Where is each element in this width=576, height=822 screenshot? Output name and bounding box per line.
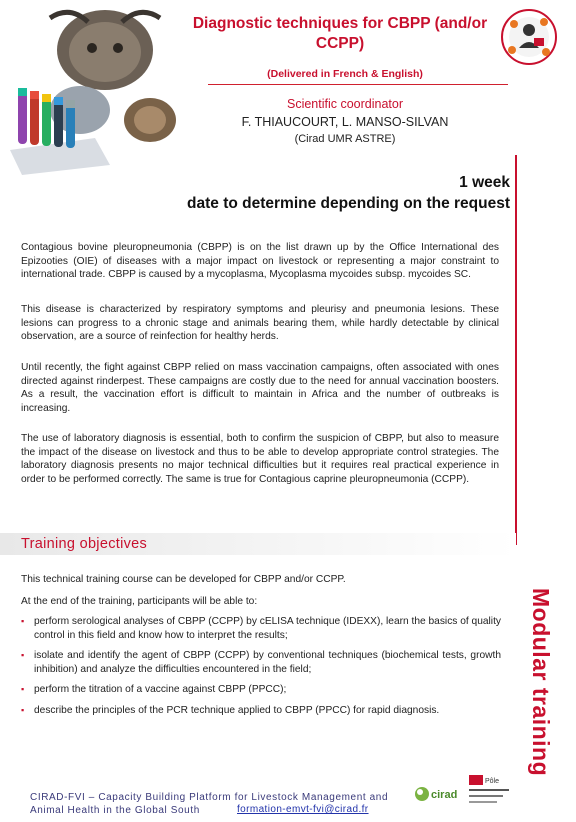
- contact-email-link[interactable]: formation-emvt-fvi@cirad.fr: [237, 804, 369, 815]
- paragraph-1: Contagious bovine pleuropneumonia (CBPP) is on the list drawn up by the Office International des Epizooties (OIE) of diseases with a major impact on livestock or representing a major constraint to international trade. CBPP is caused by a mycoplasma, Mycoplasma mycoides subsp. mycoides SC.: [21, 242, 499, 281]
- objectives-title: Training objectives: [21, 536, 148, 552]
- footer-line-1: CIRAD-FVI – Capacity Building Platform for Livestock Management and: [30, 792, 389, 803]
- paragraph-4: The use of laboratory diagnosis is essential, both to confirm the suspicion of CBPP, but also to measure the impact of the disease on livestock and thus to be able to develop appropriate control strategies. The laboratory diagnosis presents no major technical difficulties but it requires real practical experience in order to be performed correctly. The same is true for Contagious caprine pleuropneumonia (CCPP).: [21, 433, 499, 485]
- list-item: ▪ perform the titration of a vaccine against CBPP (PPCC);: [21, 684, 287, 696]
- list-item: ▪ describe the principles of the PCR technique applied to CBPP (PPCC) for rapid diagnosis.: [21, 704, 440, 716]
- header-illustration: [0, 0, 205, 175]
- paragraph-2: This disease is characterized by respiratory symptoms and pleurisy and pneumonia lesions. These lesions can progress to a chronic stage and animals bearing them, while hardly detectable by clinical observation, are a source of reinfection for healthy herds.: [21, 304, 499, 343]
- livestock-lab-illustration-icon: [0, 0, 205, 175]
- header-divider: [208, 84, 508, 85]
- paragraph-3: Until recently, the fight against CBPP relied on mass vaccination campaigns, often associated with ones directed against rinderpest. These campaigns are costly due to the need for annual vaccination boosters. As a result, the vaccination effort is difficult to maintain in Africa and the number of outbreaks is increasing.: [21, 362, 499, 414]
- duration-date: date to determine depending on the request: [187, 195, 510, 212]
- vertical-divider: [515, 155, 517, 545]
- objectives-intro-1: This technical training course can be developed for CBPP and/or CCPP.: [21, 574, 346, 585]
- coordinator-label: Scientific coordinator: [286, 97, 404, 111]
- bullet-icon: ▪: [21, 704, 25, 715]
- bullet-icon: ▪: [21, 684, 25, 695]
- delivery-languages: (Delivered in French & English): [267, 68, 423, 80]
- objectives-list: [21, 615, 501, 725]
- cirad-logo-text: cirad: [431, 789, 458, 801]
- training-badge-icon: [500, 8, 558, 66]
- cirad-logo: [412, 780, 462, 810]
- list-item: ▪ isolate and identify the agent of CBPP (CCPP) by conventional techniques (biochemical tests, growth inhibition) and analyze the difficulties encountered in the field;: [21, 650, 501, 675]
- list-item: ▪ perform serological analyses of CBPP (CCPP) by cELISA technique (IDEXX), learn the basics of quality control in this field and know how to interpret the results;: [21, 616, 501, 641]
- pole-logo: [467, 773, 511, 813]
- coordinator-unit: (Cirad UMR ASTRE): [294, 133, 396, 145]
- footer-line-2: Animal Health in the Global South: [30, 805, 200, 816]
- course-title: Diagnostic techniques for CBPP (and/or CCPP): [192, 15, 488, 52]
- duration-length: 1 week: [459, 174, 510, 191]
- bullet-icon: ▪: [21, 650, 25, 661]
- coordinator-names: F. THIAUCOURT, L. MANSO-SILVAN: [241, 115, 449, 129]
- duration-block: [100, 172, 510, 214]
- modular-training-label: Modular training: [528, 588, 554, 777]
- bullet-icon: ▪: [21, 616, 25, 626]
- objectives-intro-2: At the end of the training, participants will be able to:: [21, 596, 258, 607]
- pole-logo-text: Pôle: [485, 778, 500, 785]
